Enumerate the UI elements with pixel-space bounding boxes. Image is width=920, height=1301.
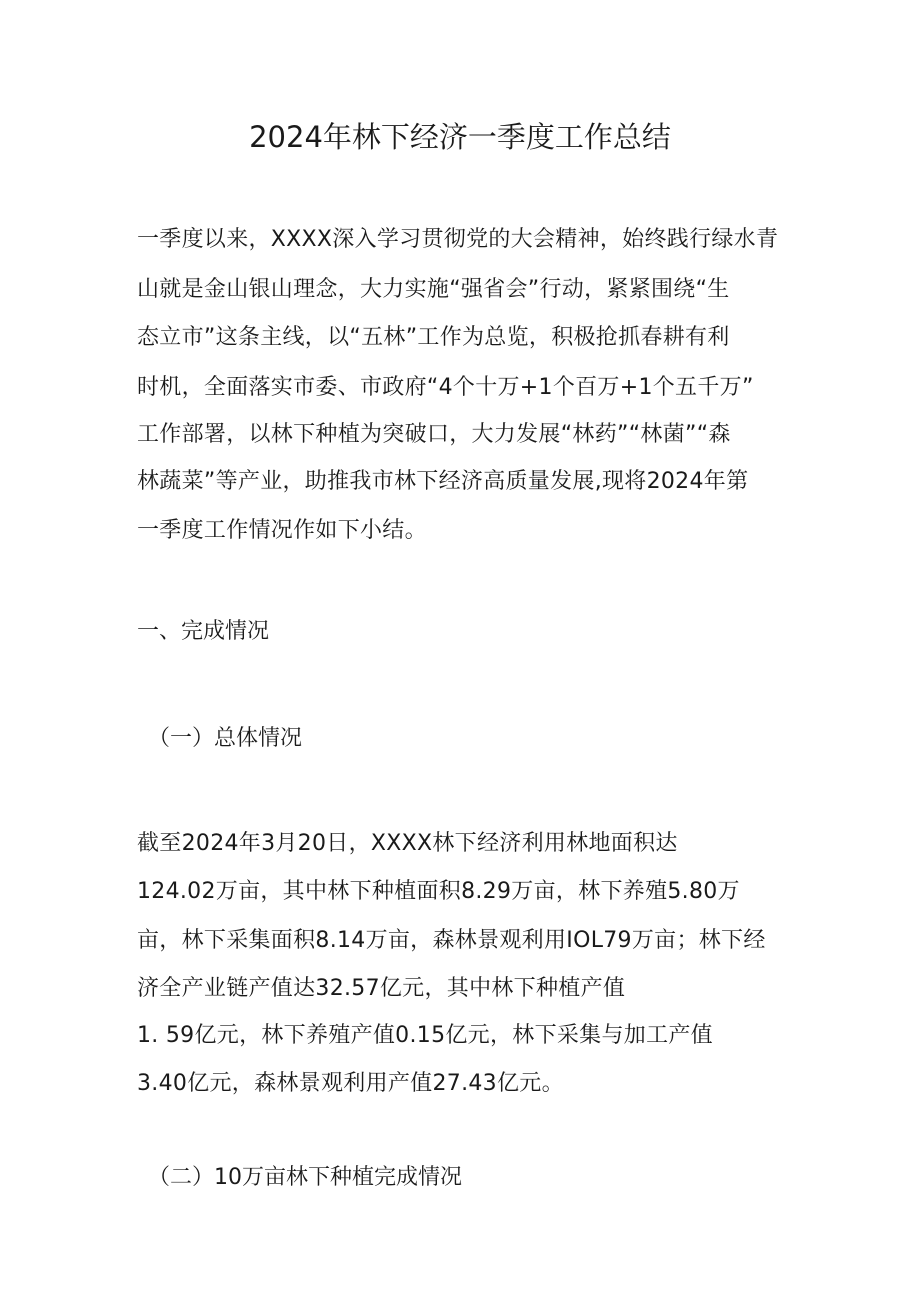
section-heading: 一、完成情况 [137,619,270,644]
paragraph-line: 124.02万亩，其中林下种植面积8.29万亩，林下养殖5.80万 [137,879,740,904]
paragraph-line: 截至2024年3月20日，XXXX林下经济利用林地面积达 [137,831,678,856]
paragraph-line: 1. 59亿元，林下养殖产值0.15亿元，林下采集与加工产值 [137,1023,713,1048]
paragraph-line: 林蔬菜”等产业，助推我市林下经济高质量发展,现将2024年第 [137,469,749,494]
paragraph-line: 山就是金山银山理念，大力实施“强省会”行动，紧紧围绕“生 [137,277,730,302]
paragraph-line: 一季度以来，XXXX深入学习贯彻党的大会精神，始终践行绿水青 [137,227,779,252]
paragraph-line: 亩，林下采集面积8.14万亩，森林景观利用IOL79万亩；林下经 [137,928,766,953]
subsection-heading: （一）总体情况 [148,726,303,751]
subsection-heading: （二）10万亩林下种植完成情况 [148,1165,462,1190]
paragraph-line: 3.40亿元，森林景观利用产值27.43亿元。 [137,1071,564,1096]
paragraph-line: 一季度工作情况作如下小结。 [137,518,427,543]
paragraph-line: 态立市”这条主线，以“五林”工作为总览，积极抢抓春耕有利 [137,325,730,350]
paragraph-line: 时机，全面落实市委、市政府“4个十万+1个百万+1个五千万” [137,375,754,400]
paragraph-line: 济全产业链产值达32.57亿元，其中林下种植产值 [137,976,626,1001]
paragraph-line: 工作部署，以林下种植为突破口，大力发展“林药”“林菌”“森 [137,422,731,447]
document-title: 2024年林下经济一季度工作总结 [249,120,671,154]
